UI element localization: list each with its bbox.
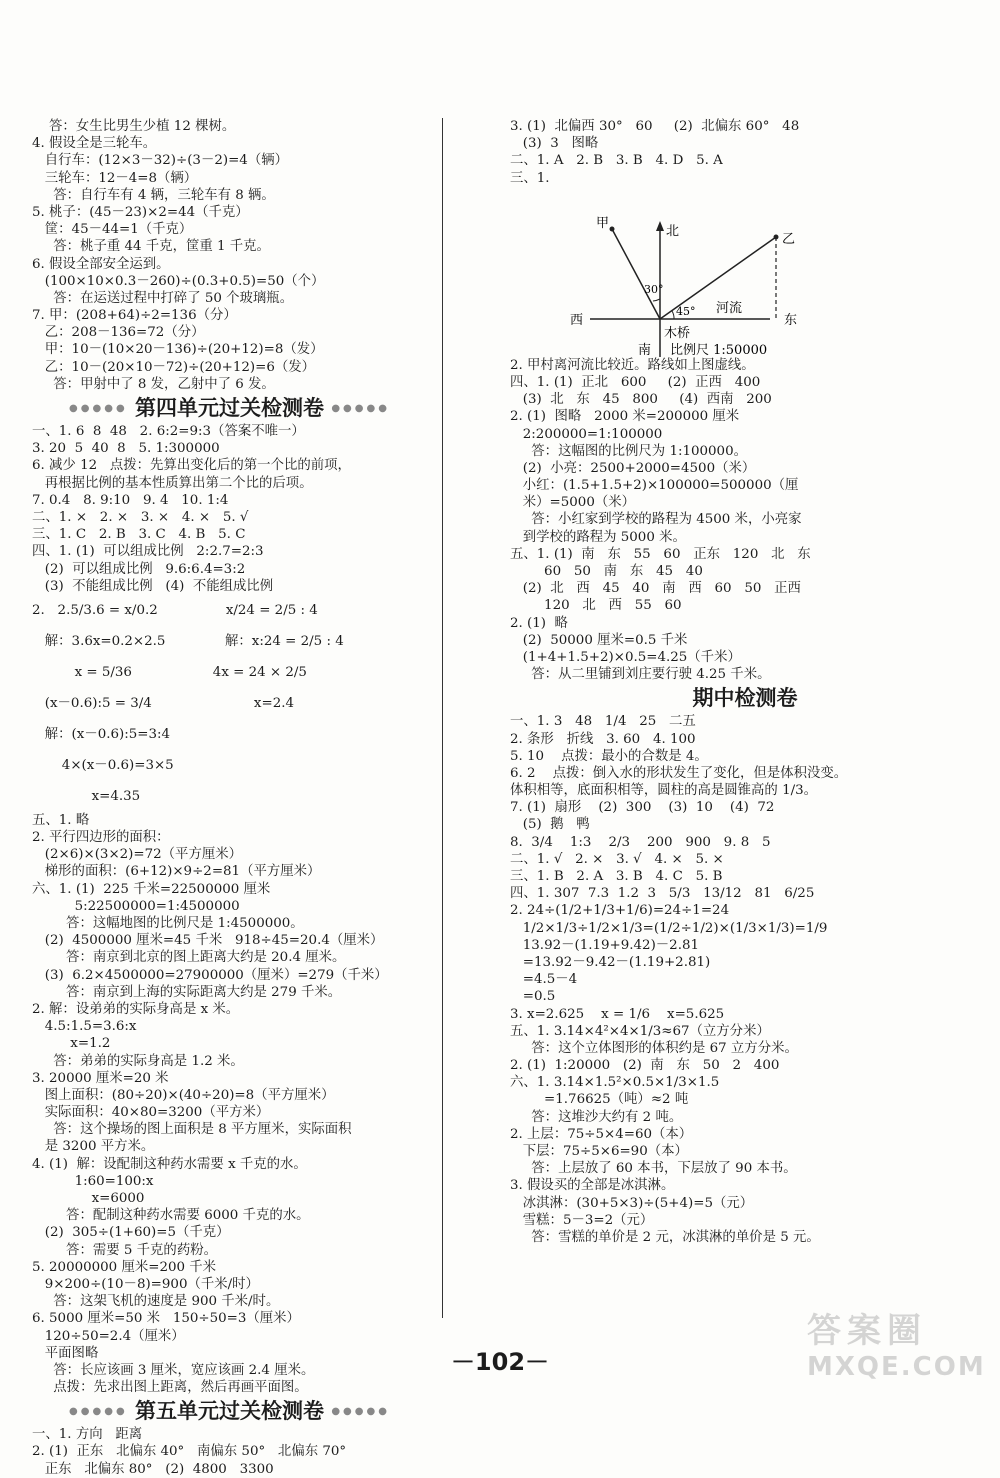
answer-line: 3. (1) 北偏西 30° 60 (2) 北偏东 60° 48 (510, 119, 800, 134)
answer-line: 体积相等，底面积相等，圆柱的高是圆锥高的 1/3。 (510, 783, 818, 799)
answer-line: 3. x=2.625 x = 1/6 x=5.625 (510, 1006, 725, 1022)
answer-line: x=1.2 (32, 1036, 111, 1052)
answer-line: 4.5:1.5=3.6:x (32, 1019, 137, 1035)
label-south: 南 (638, 342, 652, 357)
answer-line: =13.92－9.42－(1.19+2.81) (510, 954, 711, 970)
answer-line: 60 50 南 东 45 40 (510, 564, 703, 579)
answer-line: 答：在运送过程中打碎了 50 个玻璃瓶。 (32, 290, 294, 306)
answer-block-unit4-equations (32, 595, 427, 812)
watermark-text-cn: 答案圈 (807, 1311, 927, 1351)
answer-line: 4. (1) 解：设配制这种药水需要 x 千克的水。 (32, 1156, 307, 1172)
right-column (510, 118, 980, 1246)
answer-line: 答：南京到北京的图上距离大约是 20.4 厘米。 (32, 950, 346, 966)
answer-line: 答：这个操场的图上面积是 8 平方厘米，实际面积 (32, 1122, 352, 1138)
label-river: 河流 (716, 300, 743, 316)
answer-line: 五、1. 略 (32, 812, 90, 828)
answer-line: 米）=5000（米） (510, 495, 636, 511)
answer-line: 五、1. 3.14×4²×4×1/3≈67（立方分米） (510, 1023, 770, 1039)
answer-line: 是 3200 平方米。 (32, 1139, 155, 1155)
answer-block-unit5-start (32, 1426, 427, 1478)
answer-line: 答：这个立体图形的体积约是 67 立方分米。 (510, 1040, 798, 1056)
answer-line: (100×10×0.3－260)÷(0.3+0.5)=50（个） (32, 273, 325, 289)
angle-arc-45 (672, 311, 674, 319)
label-yi: 乙 (782, 231, 796, 247)
answer-line: 二、1. A 2. B 3. B 4. D 5. A (510, 153, 723, 169)
answer-line: (2) 小亮：2500+2000=4500（米） (510, 460, 756, 476)
answer-line: 答：这堆沙大约有 2 吨。 (510, 1109, 683, 1125)
answer-line: (2) 50000 厘米=0.5 千米 (510, 632, 688, 648)
answer-line: 五、1. (1) 南 东 55 60 正东 120 北 东 (510, 546, 811, 562)
label-north: 北 (666, 223, 680, 239)
watermark-logo (807, 1303, 986, 1393)
answer-block-unit5-cont (510, 118, 980, 187)
heading-text: 第五单元过关检测卷 (135, 1399, 324, 1424)
answer-line: 平面图略 (32, 1345, 99, 1361)
answer-line: 6. 5000 厘米=50 米 150÷50=3（厘米） (32, 1311, 300, 1327)
answer-line: 六、1. 3.14×1.5²×0.5×1/3×1.5 (510, 1075, 720, 1091)
answer-line: 小红：(1.5+1.5+2)×100000=500000（厘 (510, 478, 799, 494)
answer-line: 二、1. × 2. × 3. × 4. × 5. √ (32, 509, 249, 525)
label-east: 东 (784, 312, 798, 328)
answer-line: 2. 条形 折线 3. 60 4. 100 (510, 731, 696, 747)
label-angle45: 45° (676, 304, 696, 318)
answer-line: 雪糕：5－3=2（元） (510, 1212, 654, 1228)
answer-block-unit3-tail (32, 118, 427, 393)
answer-line: 6. 减少 12 点拨：先算出变化后的第一个比的前项， (32, 458, 351, 474)
answer-line: 三、1. (510, 170, 550, 186)
answer-line: 7. 0.4 8. 9:10 9. 4 10. 1:4 (32, 492, 229, 508)
answer-line: 答：长应该画 3 厘米，宽应该画 2.4 厘米。 (32, 1362, 315, 1378)
heading-text: 期中检测卷 (692, 686, 798, 711)
answer-line: x = 5/36 4x = 24 × 2/5 (32, 664, 307, 680)
answer-line: (5) 鹅 鸭 (510, 817, 590, 833)
answer-line: 二、1. √ 2. × 3. √ 4. × 5. × (510, 851, 724, 867)
answer-line: 4×(x－0.6)=3×5 (32, 757, 174, 773)
answer-line: =0.5 (510, 989, 556, 1005)
answer-line: 一、1. 方向 距离 (32, 1427, 143, 1443)
heading-text: 第四单元过关检测卷 (135, 396, 324, 420)
page-number: －102－ (450, 1348, 550, 1376)
answer-line: 一、1. 3 48 1/4 25 二五 (510, 714, 696, 730)
answer-line: 乙：208－136=72（分） (32, 325, 205, 341)
answer-line: 2. 24÷(1/2+1/3+1/6)=24÷1=24 (510, 903, 730, 919)
answer-line: 三、1. B 2. A 3. B 4. C 5. B (510, 869, 723, 884)
section-heading-midterm (510, 683, 980, 713)
answer-line: 答：女生比男生少植 12 棵树。 (32, 119, 236, 134)
answer-line: 9×200÷(10－8)=900（千米/时） (32, 1276, 259, 1292)
answer-line: 解：(x－0.6):5=3:4 (32, 726, 171, 742)
answer-line: 到学校的路程为 5000 米。 (510, 529, 686, 545)
answer-line: 5. 20000000 厘米=200 千米 (32, 1259, 217, 1275)
answer-line: x=6000 (32, 1191, 145, 1206)
decorative-dots-left: ●●●●● (69, 1406, 128, 1418)
answer-line: 答：上层放了 60 本书，下层放了 90 本书。 (510, 1161, 797, 1177)
answer-line: 解：3.6x=0.2×2.5 解：x:24 = 2/5 : 4 (32, 633, 344, 649)
answer-line: 2. (1) 1:20000 (2) 南 东 50 2 400 (510, 1058, 780, 1074)
answer-line: 一、1. 6 8 48 2. 6:2=9:3（答案不唯一） (32, 424, 305, 439)
answer-line: (x－0.6):5 = 3/4 x=2.4 (32, 695, 294, 711)
answer-line: 6. 2 点拨：倒入水的形状发生了变化，但是体积没变。 (510, 765, 848, 781)
answer-line: 5. 10 点拨：最小的合数是 4。 (510, 748, 708, 764)
answer-line: 3. 20 5 40 8 5. 1:300000 (32, 441, 220, 457)
answer-line: 答：弟弟的实际身高是 1.2 米。 (32, 1053, 244, 1069)
answer-line: 13.92－(1.19+9.42)－2.81 (510, 937, 699, 953)
answer-line: 下层：75÷5×6=90（本） (510, 1144, 688, 1159)
answer-line: 甲：10－(10×20－136)÷(20+12)=8（发） (32, 342, 324, 358)
answer-line: 答：这架飞机的速度是 900 千米/时。 (32, 1294, 280, 1310)
answer-line: 2. (1) 略 (510, 615, 568, 631)
label-jia: 甲 (596, 215, 610, 231)
answer-line: 7. 甲：(208+64)÷2=136（分） (32, 308, 237, 324)
answer-line: 2. 平行四边形的面积： (32, 830, 170, 846)
answer-line: 7. (1) 扇形 (2) 300 (3) 10 (4) 72 (510, 800, 775, 816)
answer-line: 2. (1) 正东 北偏东 40° 南偏东 50° 北偏东 70° (32, 1444, 347, 1460)
answer-line: 四、1. 307 7.3 1.2 3 5/3 13/12 81 6/25 (510, 886, 815, 902)
answer-line: 答：配制这种药水需要 6000 千克的水。 (32, 1208, 310, 1224)
answer-line: 2. 2.5/3.6 = x/0.2 x/24 = 2/5 : 4 (32, 602, 318, 618)
answer-line: (3) 6.2×4500000=27900000（厘米）=279（千米） (32, 967, 388, 983)
label-angle30: 30° (644, 282, 664, 296)
answer-block-unit4-part1 (32, 423, 427, 595)
answer-line: (2) 4500000 厘米=45 千米 918÷45=20.4（厘米） (32, 933, 384, 949)
answer-line: 3. 20000 厘米=20 米 (32, 1070, 169, 1086)
answer-line: 3. 假设买的全部是冰淇淋。 (510, 1178, 675, 1194)
point-yi (774, 234, 779, 239)
answer-line: 答：南京到上海的实际距离大约是 279 千米。 (32, 984, 342, 1000)
answer-line: (3) 3 图略 (510, 136, 599, 152)
label-west: 西 (570, 312, 584, 328)
answer-line: 自行车：(12×3－32)÷(3－2)=4（辆） (32, 153, 288, 169)
label-bridge: 木桥 (664, 325, 691, 341)
answer-line: 答：从二里铺到刘庄要行驶 4.25 千米。 (510, 667, 771, 683)
answer-block-unit4-part2 (32, 812, 427, 1396)
answer-line: 2. (1) 图略 2000 米=200000 厘米 (510, 409, 740, 425)
answer-line: 点拨：先求出图上距离，然后再画平面图。 (32, 1380, 308, 1396)
answer-line: 答：自行车有 4 辆，三轮车有 8 辆。 (32, 187, 275, 203)
answer-line: 乙：10－(20×10－72)÷(20+12)=6（发） (32, 359, 316, 375)
answer-line: 实际面积：40×80=3200（平方米） (32, 1105, 270, 1121)
answer-block-midterm (510, 713, 980, 1246)
left-column (32, 118, 427, 1478)
answer-line: 答：甲射中了 8 发，乙射中了 6 发。 (32, 376, 275, 392)
answer-line: (2) 北 西 45 40 南 西 60 50 正西 (510, 581, 801, 597)
answer-line: 答：桃子重 44 千克，筐重 1 千克。 (32, 239, 270, 255)
answer-line: (1+4+1.5+2)×0.5=4.25（千米） (510, 649, 741, 665)
answer-line: 答：小红家到学校的路程为 4500 米，小亮家 (510, 512, 802, 528)
answer-line: 冰淇淋：(30+5×3)÷(5+4)=5（元） (510, 1195, 754, 1211)
answer-line: 再根据比例的基本性质算出第二个比的后项。 (32, 475, 313, 491)
answer-line: 5. 桃子：(45－23)×2=44（千克） (32, 204, 249, 220)
answer-line: 三、1. C 2. B 3. C 4. B 5. C (32, 527, 246, 543)
answer-block-unit5-part2 (510, 357, 980, 684)
decorative-dots-right: ●●●●● (331, 1406, 390, 1418)
answer-line: 120 北 西 55 60 (510, 598, 682, 614)
answer-line: 1:60=100:x (32, 1173, 154, 1189)
watermark-text-url: MXQE.COM (807, 1352, 986, 1382)
direction-diagram-svg (510, 187, 840, 357)
answer-line: 2. 上层：75÷5×4=60（本） (510, 1126, 693, 1142)
answer-line: 梯形的面积：(6+12)×9÷2=81（平方厘米） (32, 864, 321, 880)
answer-line: 4. 假设全是三轮车。 (32, 136, 157, 152)
answer-line: 六、1. (1) 225 千米=22500000 厘米 (32, 881, 271, 897)
answer-line: 8. 3/4 1:3 2/3 200 900 9. 8 5 (510, 834, 771, 850)
label-scale: 比例尺 1:50000 (670, 342, 768, 357)
decorative-dots-left: ●●●●● (69, 403, 128, 414)
column-divider (442, 118, 443, 1318)
answer-line: =4.5－4 (510, 972, 578, 988)
answer-line: 6. 假设全部安全运到。 (32, 256, 170, 272)
answer-line: 正东 北偏东 80° (2) 4800 3300 (32, 1461, 274, 1477)
answer-line: 1/2×1/3÷1/2×1/3=(1/2÷1/2)×(1/3×1/3)=1/9 (510, 920, 828, 936)
section-heading-unit4 (32, 393, 427, 423)
answer-line: 三轮车：12－4=8（辆） (32, 170, 198, 186)
answer-line: 四、1. (1) 可以组成比例 2:2.7=2:3 (32, 544, 264, 560)
answer-line: 120÷50=2.4（厘米） (32, 1328, 185, 1344)
answer-line: 答：雪糕的单价是 2 元，冰淇淋的单价是 5 元。 (510, 1229, 820, 1245)
answer-line: x=4.35 (32, 788, 141, 804)
angle-arc-30 (653, 299, 660, 301)
answer-line: 筐：45－44=1（千克） (32, 222, 193, 238)
answer-line: 图上面积：(80÷20)×(40÷20)=8（平方厘米） (32, 1087, 335, 1103)
answer-line: 答：这幅地图的比例尺是 1:4500000。 (32, 916, 304, 931)
answer-line: (2×6)×(3×2)=72（平方厘米） (32, 847, 243, 863)
answer-line: 2:200000=1:100000 (510, 426, 663, 442)
answer-line: 答：需要 5 千克的药粉。 (32, 1242, 217, 1258)
decorative-dots-right: ●●●●● (331, 403, 390, 414)
answer-line: (2) 305÷(1+60)=5（千克） (32, 1225, 230, 1241)
answer-line: 四、1. (1) 正北 600 (2) 正西 400 (510, 374, 761, 390)
answer-line: (2) 可以组成比例 9.6:6.4=3:2 (32, 561, 246, 577)
answer-line: 答：这幅图的比例尺为 1:100000。 (510, 443, 747, 459)
answer-line: 2. 解：设弟弟的实际身高是 x 米。 (32, 1001, 240, 1017)
north-arrow-icon (656, 221, 664, 231)
answer-line: (3) 北 东 45 800 (4) 西南 200 (510, 392, 772, 408)
answer-line: 2. 甲村离河流比较近。路线如上图虚线。 (510, 357, 755, 373)
answer-line: =1.76625（吨）≈2 吨 (510, 1092, 689, 1108)
line-to-jia (612, 229, 660, 319)
answer-line: 5:22500000=1:4500000 (32, 898, 240, 914)
point-jia (610, 226, 615, 231)
answer-line: (3) 不能组成比例 (4) 不能组成比例 (32, 578, 274, 594)
direction-diagram (510, 187, 980, 357)
